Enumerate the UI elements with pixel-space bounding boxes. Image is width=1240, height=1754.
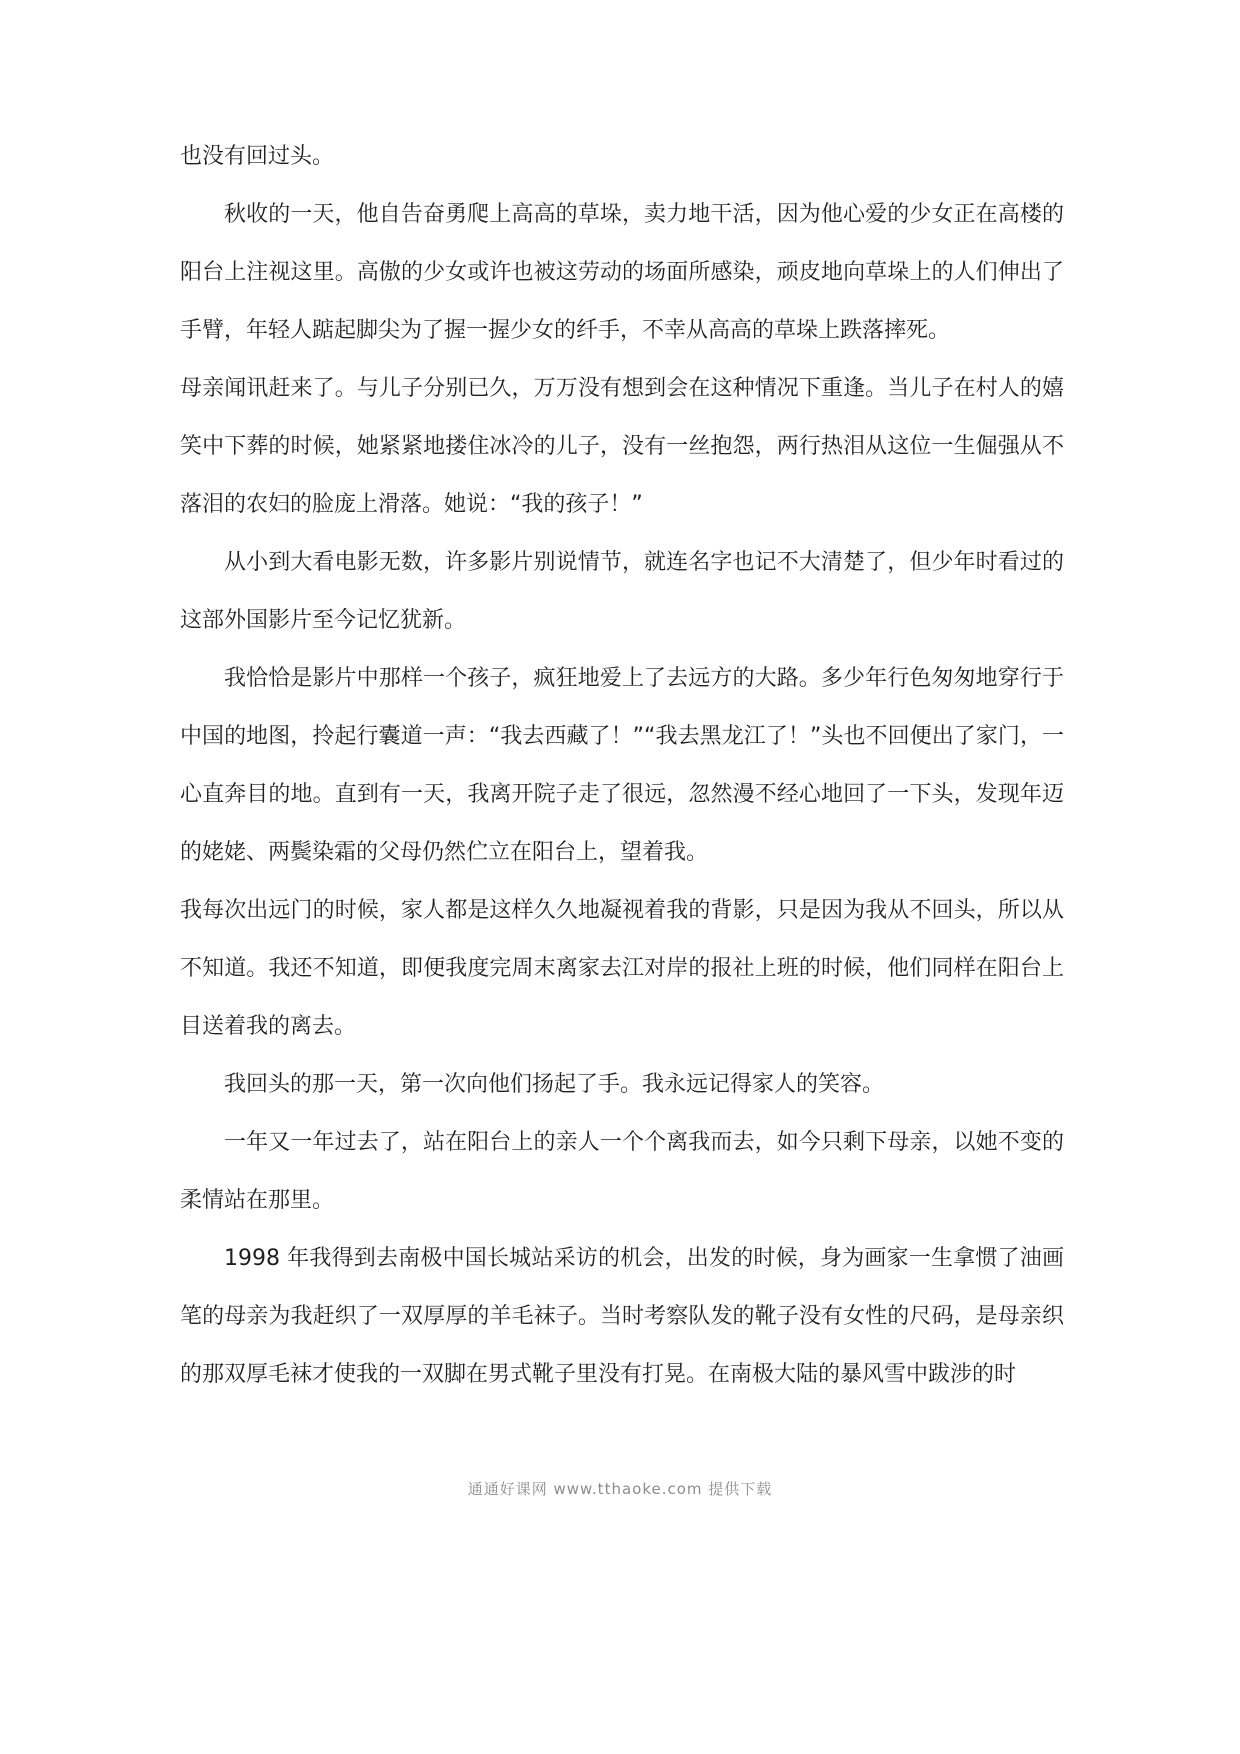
paragraph: 我每次出远门的时候，家人都是这样久久地凝视着我的背影，只是因为我从不回头，所以从不知道。我还不知道，即便我度完周末离家去江对岸的报社上班的时候，他们同样在阳台上目送着我的离去。	[180, 898, 1064, 1039]
paragraph: 我恰恰是影片中那样一个孩子，疯狂地爱上了去远方的大路。多少年行色匆匆地穿行于中国的地图，拎起行囊道一声：“我去西藏了！”“我去黑龙江了！”头也不回便出了家门，一心直奔目的地。直到有一天，我离开院子走了很远，忽然漫不经心地回了一下头，发现年迈的姥姥、两鬓染霜的父母仍然伫立在阳台上，望着我。	[180, 666, 1064, 865]
document-body	[180, 128, 1064, 1404]
paragraph: 从小到大看电影无数，许多影片别说情节，就连名字也记不大清楚了，但少年时看过的这部外国影片至今记忆犹新。	[180, 550, 1064, 633]
paragraph: 一年又一年过去了，站在阳台上的亲人一个个离我而去，如今只剩下母亲，以她不变的柔情站在那里。	[180, 1130, 1064, 1213]
paragraph: 我回头的那一天，第一次向他们扬起了手。我永远记得家人的笑容。	[224, 1072, 885, 1097]
paragraph: 也没有回过头。	[180, 144, 335, 169]
footer-watermark: 通通好课网 www.tthaoke.com 提供下载	[467, 1480, 773, 1498]
paragraph: 1998 年我得到去南极中国长城站采访的机会，出发的时候，身为画家一生拿惯了油画笔的母亲为我赶织了一双厚厚的羊毛袜子。当时考察队发的靴子没有女性的尺码，是母亲织的那双厚毛袜才使我的一双脚在男式靴子里没有打晃。在南极大陆的暴风雪中跋涉的时	[180, 1246, 1064, 1387]
paragraph: 母亲闻讯赶来了。与儿子分别已久，万万没有想到会在这种情况下重逢。当儿子在村人的嬉笑中下葬的时候，她紧紧地搂住冰冷的儿子，没有一丝抱怨，两行热泪从这位一生倔强从不落泪的农妇的脸庞上滑落。她说：“我的孩子！”	[180, 376, 1064, 517]
paragraph: 秋收的一天，他自告奋勇爬上高高的草垛，卖力地干活，因为他心爱的少女正在高楼的阳台上注视这里。高傲的少女或许也被这劳动的场面所感染，顽皮地向草垛上的人们伸出了手臂，年轻人踮起脚尖为了握一握少女的纤手，不幸从高高的草垛上跌落摔死。	[180, 202, 1064, 343]
